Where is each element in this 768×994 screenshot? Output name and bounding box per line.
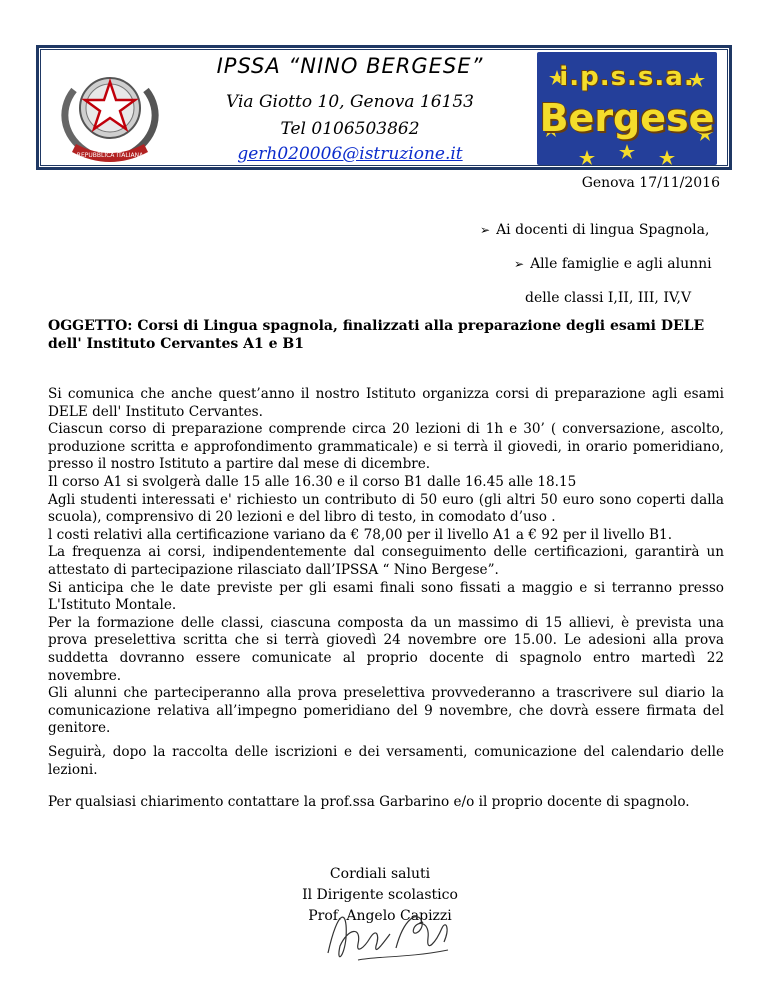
school-name: IPSSA “NINO BERGESE” xyxy=(216,54,484,78)
letter-date: Genova 17/11/2016 xyxy=(581,175,720,191)
recipient-line-families xyxy=(514,256,712,272)
arrow-bullet-icon: ➢ xyxy=(514,257,525,271)
recipient-text: Alle famiglie e agli alunni xyxy=(530,256,712,272)
body-paragraph-main: Si comunica che anche quest’anno il nostro Istituto organizza corsi di preparazione agli esami DELE dell' Instituto Cervantes. Ciascun corso di preparazione comprende circa 20 lezioni di 1h e 30’ ( conversazione, ascolto, produzione scritta e approfondimento grammaticale) e si terrà il giovedi, in orario pomeridiano, presso il nostro Istituto a partire dal mese di dicembre. Il corso A1 si svolgerà dalle 15 alle 16.30 e il corso B1 dalle 16.45 alle 18.15 Agli studenti interessati e' richiesto un contributo di 50 euro (gli altri 50 euro sono coperti dalla scuola), comprensivo di 20 lezioni e del libro di testo, in comodato d’uso . l costi relativi alla certificazione variano da € 78,00 per il livello A1 a € 92 per il livello B1. La frequenza ai corsi, indipendentemente dal conseguimento delle certificazioni, garantirà un attestato di partecipazione rilasciato dall’IPSSA “ Nino Bergese”. Si anticipa che le date previste per gli esami finali sono fissati a maggio e si terranno presso L'Istituto Montale. Per la formazione delle classi, ciascuna composta da un massimo di 15 allievi, è prevista una prova preselettiva scritta che si terrà giovedì 24 novembre ore 15.00. Le adesioni alla prova suddetta dovranno essere comunicate al proprio docente di spagnolo entro martedì 22 novembre. Gli alunni che parteciperanno alla prova preselettiva provvederanno a trascrivere sul diario la comunicazione relativa all’impegno pomeridiano del 9 novembre, che dovrà essere firmata del genitore. xyxy=(48,386,724,737)
handwritten-signature xyxy=(318,898,458,968)
emblem-ribbon-text: REPUBBLICA ITALIANA xyxy=(76,152,144,159)
logo-text-ipssa: i.p.s.s.a. xyxy=(559,62,695,92)
signer-name: Prof. Angelo Capizzi xyxy=(308,908,452,924)
school-address: Via Giotto 10, Genova 16153 xyxy=(226,92,474,112)
school-logo xyxy=(537,52,717,165)
recipient-line-classes: delle classi I,II, III, IV,V xyxy=(525,290,692,306)
logo-text-bergese: Bergese xyxy=(539,96,715,140)
signer-role: Il Dirigente scolastico xyxy=(302,887,458,903)
arrow-bullet-icon: ➢ xyxy=(480,223,491,237)
school-phone: Tel 0106503862 xyxy=(280,119,420,139)
body-paragraph-contact: Per qualsiasi chiarimento contattare la prof.ssa Garbarino e/o il proprio docente di spagnolo. xyxy=(48,794,690,810)
body-paragraph-calendar: Seguirà, dopo la raccolta delle iscrizioni e dei versamenti, comunicazione del calendario delle lezioni. xyxy=(48,744,724,778)
closing-greeting: Cordiali saluti xyxy=(329,866,431,882)
recipient-text: Ai docenti di lingua Spagnola, xyxy=(496,222,710,238)
recipient-line-teachers xyxy=(480,222,709,238)
italian-republic-emblem-icon xyxy=(54,60,166,164)
letter-subject: OGGETTO: Corsi di Lingua spagnola, finalizzati alla preparazione degli esami DELE dell' Instituto Cervantes A1 e B1 xyxy=(48,318,705,352)
school-email-link[interactable]: gerh020006@istruzione.it xyxy=(237,144,463,164)
